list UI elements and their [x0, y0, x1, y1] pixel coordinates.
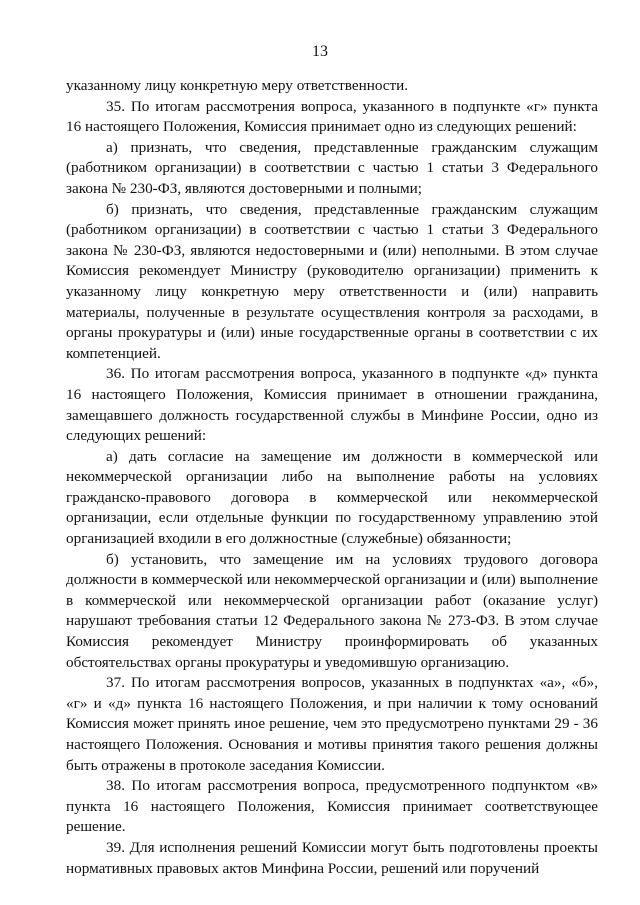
paragraph-36: 36. По итогам рассмотрения вопроса, указанного в подпункте «д» пункта 16 настоящего Положения, Комиссия принимает в отношении гражданина, замещавшего должность государственной службы в Минфине России, одно из следующих решений: [66, 365, 598, 445]
document-body [66, 76, 598, 879]
paragraph-39: 39. Для исполнения решений Комиссии могут быть подготовлены проекты нормативных правовых актов Минфина России, решений или поручений [66, 838, 598, 877]
paragraph-35: 35. По итогам рассмотрения вопроса, указанного в подпункте «г» пункта 16 настоящего Положения, Комиссия принимает одно из следующих решений: [66, 97, 598, 136]
page-number: 13 [312, 43, 328, 60]
paragraph-37: 37. По итогам рассмотрения вопросов, указанных в подпунктах «а», «б», «г» и «д» пункта 16 настоящего Положения, и при наличии к тому оснований Комиссия может принять иное решение, чем это предусмотрено пунктами 29 - 36 настоящего Положения. Основания и мотивы принятия такого решения должны быть отражены в протоколе заседания Комиссии. [66, 674, 598, 774]
paragraph-38: 38. По итогам рассмотрения вопроса, предусмотренного подпунктом «в» пункта 16 настоящего Положения, Комиссия принимает соответствующее решение. [66, 777, 598, 836]
paragraph-35-b: б) признать, что сведения, представленные гражданским служащим (работником организации) в соответствии с частью 1 статьи 3 Федерального закона № 230-ФЗ, являются недостоверными и (или) неполными. В этом случае Комиссия рекомендует Министру (руководителю организации) применить к указанному лицу конкретную меру ответственности и (или) направить материалы, полученные в результате осуществления контроля за расходами, в органы прокуратуры и (или) иные государственные органы в соответствии с их компетенцией. [66, 200, 598, 362]
paragraph-35-a: а) признать, что сведения, представленные гражданским служащим (работником организации) в соответствии с частью 1 статьи 3 Федерального закона № 230-ФЗ, являются достоверными и полными; [66, 138, 598, 197]
paragraph-36-b: б) установить, что замещение им на условиях трудового договора должности в коммерческой или некоммерческой организации и (или) выполнение в коммерческой или некоммерческой организации работ (оказание услуг) нарушают требования статьи 12 Федерального закона № 273-ФЗ. В этом случае Комиссия рекомендует Министру проинформировать об указанных обстоятельствах органы прокуратуры и уведомившую организацию. [66, 550, 598, 671]
paragraph-continuation: указанному лицу конкретную меру ответственности. [66, 77, 409, 94]
paragraph-36-a: а) дать согласие на замещение им должности в коммерческой или некоммерческой организации либо на выполнение работы на условиях гражданско-правового договора в коммерческой или некоммерческой организации, если отдельные функции по государственному управлению этой организацией входили в его должностные (служебные) обязанности; [66, 447, 598, 548]
